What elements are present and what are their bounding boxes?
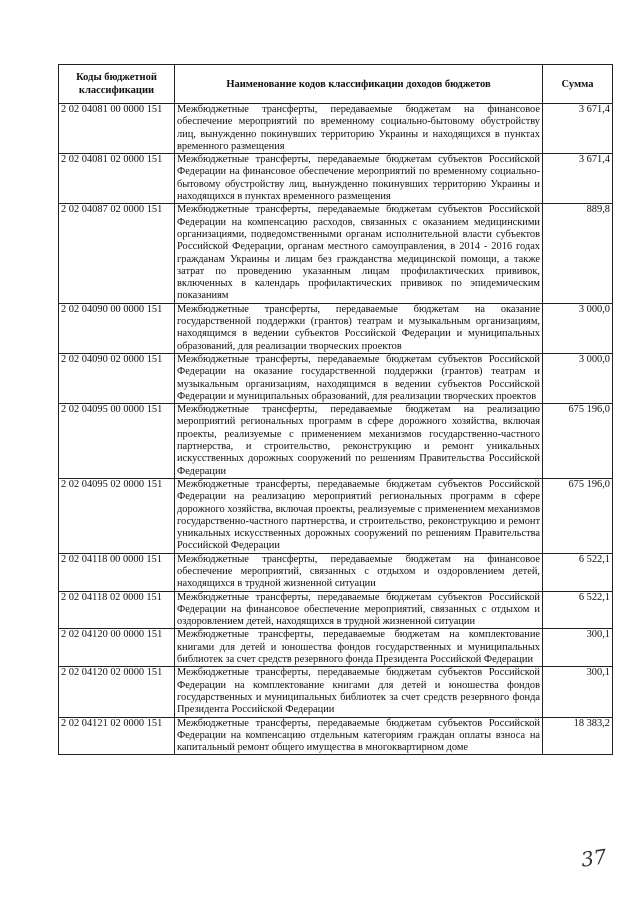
- row-name: Межбюджетные трансферты, передаваемые бюджетам субъектов Российской Федерации на комплектование книгами для детей и юношества фондов государственных и муниципальных библиотек за счет средств резервного фонда Президента Российской Федерации: [175, 667, 543, 717]
- budget-classification-table: [58, 64, 613, 755]
- row-name: Межбюджетные трансферты, передаваемые бюджетам субъектов Российской Федерации на компенсацию отдельным категориям граждан оплаты взноса на капитальный ремонт общего имущества в многоквартирном доме: [175, 717, 543, 755]
- table-row: [59, 204, 613, 303]
- table-row: [59, 104, 613, 154]
- row-code: 2 02 04095 00 0000 151: [59, 404, 175, 479]
- row-sum: 3 000,0: [543, 353, 613, 403]
- row-code: 2 02 04090 00 0000 151: [59, 303, 175, 353]
- table-row: [59, 629, 613, 667]
- row-name: Межбюджетные трансферты, передаваемые бюджетам на финансовое обеспечение мероприятий, связанных с отдыхом и оздоровлением детей, находящихся в трудной жизненной ситуации: [175, 553, 543, 591]
- row-code: 2 02 04081 00 0000 151: [59, 104, 175, 154]
- row-name: Межбюджетные трансферты, передаваемые бюджетам субъектов Российской Федерации на компенсацию расходов, связанных с оказанием медицинскими организациями, подведомственными органам исполнительной власти субъектов Российской Федерации, органам местного самоуправления, в 2014 - 2016 годах гражданам Украины и лицам без гражданства медицинской помощи, а также затрат по проведению указанным лицам профилактических прививок, включенных в календарь профилактических прививок по эпидемическим показаниям: [175, 204, 543, 303]
- row-code: 2 02 04121 02 0000 151: [59, 717, 175, 755]
- table-row: [59, 667, 613, 717]
- row-sum: 6 522,1: [543, 591, 613, 629]
- table-row: [59, 717, 613, 755]
- row-code: 2 02 04120 00 0000 151: [59, 629, 175, 667]
- row-name: Межбюджетные трансферты, передаваемые бюджетам на оказание государственной поддержки (грантов) театрам и музыкальным организациям, находящимся в ведении субъектов Российской Федерации и муниципальных образований, для реализации творческих проектов: [175, 303, 543, 353]
- header-sum: Сумма: [543, 65, 613, 104]
- row-name: Межбюджетные трансферты, передаваемые бюджетам субъектов Российской Федерации на оказание государственной поддержки (грантов) театрам и музыкальным организациям, находящимся в ведении субъектов Российской Федерации и муниципальных образований, для реализации творческих проектов: [175, 353, 543, 403]
- row-code: 2 02 04090 02 0000 151: [59, 353, 175, 403]
- row-sum: 675 196,0: [543, 478, 613, 553]
- row-sum: 3 000,0: [543, 303, 613, 353]
- row-sum: 3 671,4: [543, 104, 613, 154]
- table-row: [59, 154, 613, 204]
- table-row: [59, 353, 613, 403]
- table-row: [59, 303, 613, 353]
- row-code: 2 02 04118 02 0000 151: [59, 591, 175, 629]
- row-name: Межбюджетные трансферты, передаваемые бюджетам субъектов Российской Федерации на финансовое обеспечение мероприятий по временному социально-бытовому обустройству лиц, вынужденно покинувших территорию Украины и находящихся в пунктах временного размещения: [175, 154, 543, 204]
- table-row: [59, 404, 613, 479]
- page-number: 37: [579, 844, 608, 872]
- row-sum: 889,8: [543, 204, 613, 303]
- header-name: Наименование кодов классификации доходов бюджетов: [175, 65, 543, 104]
- row-sum: 3 671,4: [543, 154, 613, 204]
- table-row: [59, 591, 613, 629]
- table-header-row: [59, 65, 613, 104]
- row-sum: 300,1: [543, 667, 613, 717]
- table-body: [59, 104, 613, 755]
- row-sum: 6 522,1: [543, 553, 613, 591]
- header-codes: Коды бюджетной классификации: [59, 65, 175, 104]
- table-row: [59, 478, 613, 553]
- row-code: 2 02 04120 02 0000 151: [59, 667, 175, 717]
- row-name: Межбюджетные трансферты, передаваемые бюджетам на комплектование книгами для детей и юношества фондов государственных и муниципальных библиотек за счет средств резервного фонда Президента Российской Федерации: [175, 629, 543, 667]
- row-code: 2 02 04095 02 0000 151: [59, 478, 175, 553]
- row-sum: 18 383,2: [543, 717, 613, 755]
- row-name: Межбюджетные трансферты, передаваемые бюджетам субъектов Российской Федерации на реализацию мероприятий региональных программ в сфере дорожного хозяйства, включая проекты, реализуемые с применением механизмов государственно-частного партнерства, и строительство, реконструкцию и ремонт уникальных искусственных дорожных сооружений по решениям Правительства Российской Федерации: [175, 478, 543, 553]
- row-code: 2 02 04087 02 0000 151: [59, 204, 175, 303]
- row-sum: 300,1: [543, 629, 613, 667]
- row-sum: 675 196,0: [543, 404, 613, 479]
- row-name: Межбюджетные трансферты, передаваемые бюджетам на реализацию мероприятий региональных программ в сфере дорожного хозяйства, включая проекты, реализуемые с применением механизмов государственно-частного партнерства, и строительство, реконструкцию и ремонт уникальных искусственных дорожных сооружений по решениям Правительства Российской Федерации: [175, 404, 543, 479]
- table-row: [59, 553, 613, 591]
- row-code: 2 02 04118 00 0000 151: [59, 553, 175, 591]
- row-name: Межбюджетные трансферты, передаваемые бюджетам на финансовое обеспечение мероприятий по временному социально-бытовому обустройству лиц, вынужденно покинувших территорию Украины и находящихся в пунктах временного размещения: [175, 104, 543, 154]
- row-name: Межбюджетные трансферты, передаваемые бюджетам субъектов Российской Федерации на финансовое обеспечение мероприятий, связанных с отдыхом и оздоровлением детей, находящихся в трудной жизненной ситуации: [175, 591, 543, 629]
- row-code: 2 02 04081 02 0000 151: [59, 154, 175, 204]
